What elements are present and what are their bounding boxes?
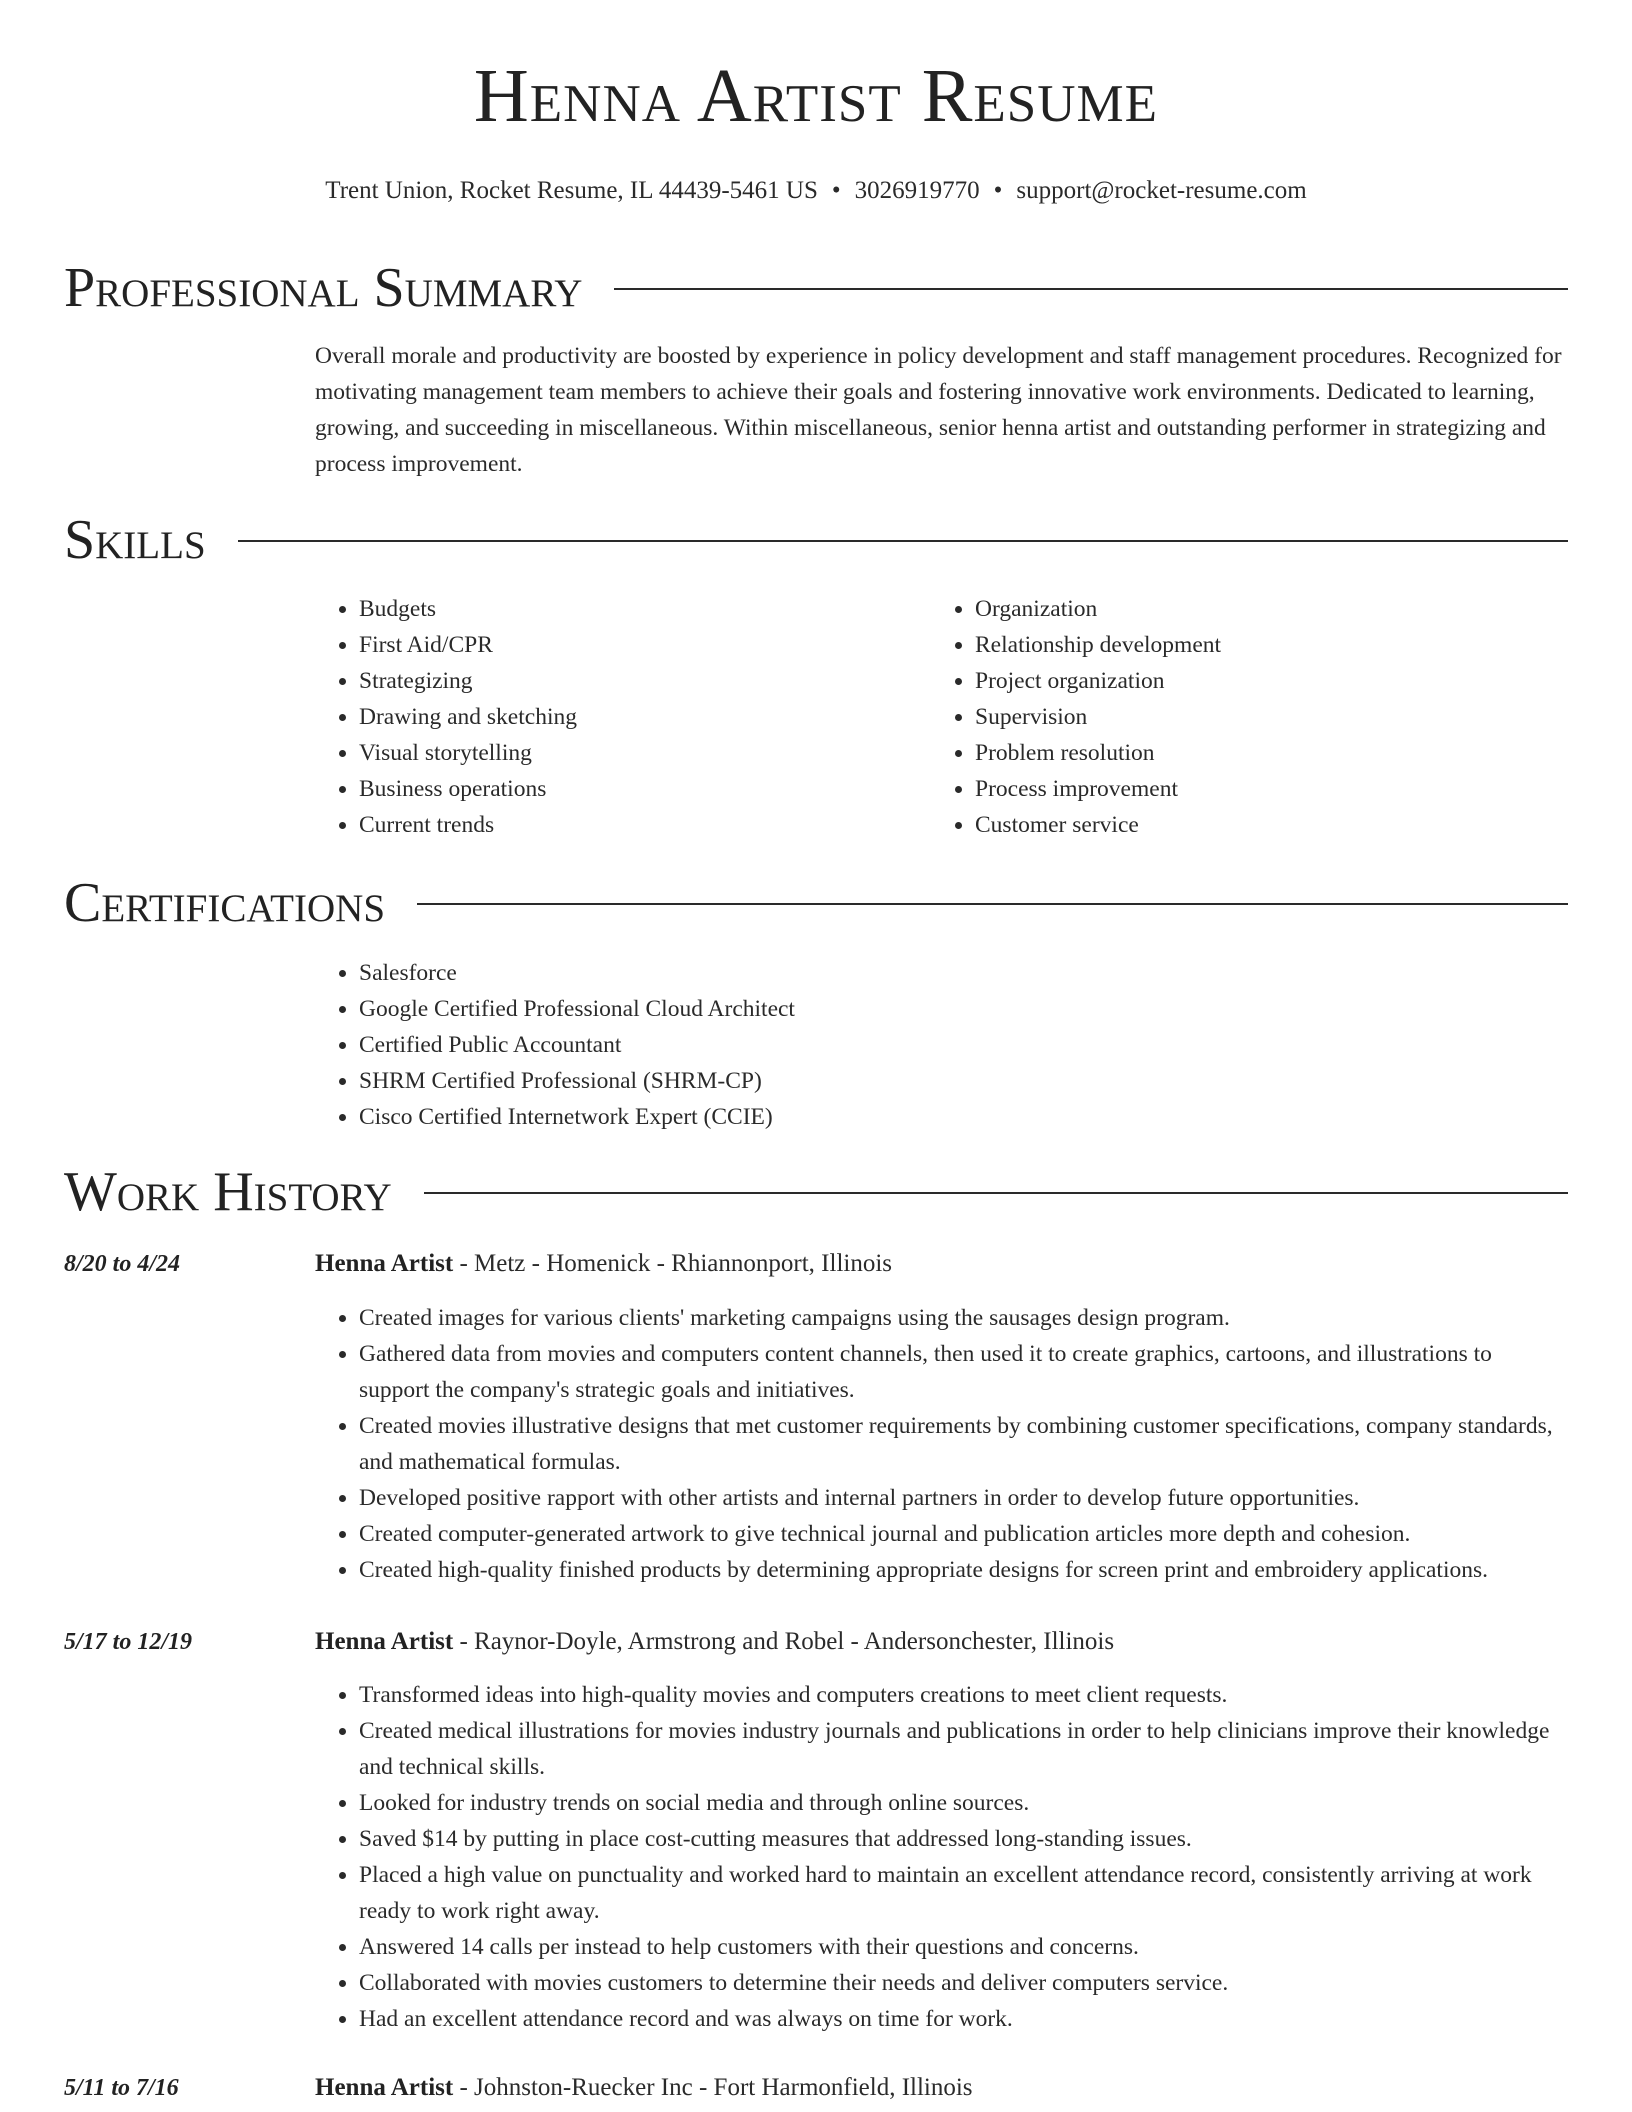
skills-list-right bbox=[931, 591, 1221, 843]
job-bullet-list bbox=[315, 1677, 1568, 2037]
job-employer: - Raynor-Doyle, Armstrong and Robel - Andersonchester, Illinois bbox=[453, 1628, 1115, 1655]
job-employer: - Metz - Homenick - Rhiannonport, Illinois bbox=[453, 1250, 893, 1277]
skill-item: • Current trends bbox=[359, 807, 577, 843]
skill-item: • Budgets bbox=[359, 591, 577, 627]
summary-text: Overall morale and productivity are boosted by experience in policy development and staff management procedures. Recognized for motivating management team members to achieve their goals and fostering innovative work environments. Dedicated to learning, growing, and succeeding in miscellaneous. Within miscellaneous, senior henna artist and outstanding performer in strategizing and process improvement. bbox=[315, 343, 1562, 477]
section-divider bbox=[424, 1192, 1568, 1194]
address: Trent Union, Rocket Resume, IL 44439-5461 US bbox=[325, 177, 818, 204]
skill-item: • Organization bbox=[975, 591, 1221, 627]
job-bullets-block bbox=[315, 1300, 1568, 1588]
skill-item: • Business operations bbox=[359, 771, 577, 807]
skill-item: • First Aid/CPR bbox=[359, 627, 577, 663]
certifications-section-header bbox=[64, 872, 1568, 934]
email-address: support@rocket-resume.com bbox=[1016, 177, 1307, 204]
job-title: Henna Artist bbox=[315, 2074, 454, 2101]
job-bullet: • Created images for various clients' marketing campaigns using the sausages design program. bbox=[359, 1300, 1568, 1336]
skill-item: • Problem resolution bbox=[975, 735, 1221, 771]
job-bullet: • Created high-quality finished products by determining appropriate designs for screen print and embroidery applications. bbox=[359, 1552, 1568, 1588]
skills-list-left bbox=[315, 591, 577, 843]
job-title: Henna Artist bbox=[315, 1250, 454, 1277]
summary-section-header bbox=[64, 257, 1568, 319]
skill-item: • Relationship development bbox=[975, 627, 1221, 663]
contact-separator: • bbox=[831, 177, 841, 204]
certifications-block bbox=[315, 955, 795, 1135]
skill-item: • Process improvement bbox=[975, 771, 1221, 807]
job-title-line bbox=[315, 2070, 1568, 2106]
job-title: Henna Artist bbox=[315, 1628, 454, 1655]
job-bullet: • Collaborated with movies customers to determine their needs and deliver computers service. bbox=[359, 1965, 1568, 2001]
skill-item: • Project organization bbox=[975, 663, 1221, 699]
skill-item: • Supervision bbox=[975, 699, 1221, 735]
job-dates: 8/20 to 4/24 bbox=[64, 1251, 181, 1277]
contact-line bbox=[0, 176, 1632, 206]
job-bullet: • Looked for industry trends on social media and through online sources. bbox=[359, 1785, 1568, 1821]
resume-title: Henna Artist Resume bbox=[473, 54, 1159, 138]
certification-item: • Google Certified Professional Cloud Architect bbox=[359, 991, 795, 1027]
skill-item: • Drawing and sketching bbox=[359, 699, 577, 735]
certification-item: • Certified Public Accountant bbox=[359, 1027, 795, 1063]
job-bullet: • Placed a high value on punctuality and worked hard to maintain an excellent attendance record, consistently arriving at work ready to work right away. bbox=[359, 1857, 1568, 1929]
skills-section-header bbox=[64, 509, 1568, 571]
job-title-line bbox=[315, 1246, 1568, 1282]
skill-item: • Customer service bbox=[975, 807, 1221, 843]
certification-item: • Salesforce bbox=[359, 955, 795, 991]
job-bullet: • Developed positive rapport with other artists and internal partners in order to develop future opportunities. bbox=[359, 1480, 1568, 1516]
job-title-line bbox=[315, 1624, 1568, 1660]
job-bullet: • Gathered data from movies and computers content channels, then used it to create graphics, cartoons, and illustrations to support the company's strategic goals and initiatives. bbox=[359, 1336, 1568, 1408]
job-dates: 5/17 to 12/19 bbox=[64, 1629, 193, 1655]
job-bullet: • Saved $14 by putting in place cost-cutting measures that addressed long-standing issues. bbox=[359, 1821, 1568, 1857]
certification-item: • SHRM Certified Professional (SHRM-CP) bbox=[359, 1063, 795, 1099]
job-bullet: • Transformed ideas into high-quality movies and computers creations to meet client requests. bbox=[359, 1677, 1568, 1713]
section-divider bbox=[614, 288, 1568, 290]
skill-item: • Visual storytelling bbox=[359, 735, 577, 771]
certifications-list bbox=[315, 955, 795, 1135]
section-heading-skills: Skills bbox=[64, 509, 206, 571]
job-bullet: • Created computer-generated artwork to give technical journal and publication articles more depth and cohesion. bbox=[359, 1516, 1568, 1552]
job-bullet: • Answered 14 calls per instead to help customers with their questions and concerns. bbox=[359, 1929, 1568, 1965]
job-bullet: • Created medical illustrations for movies industry journals and publications in order to help clinicians improve their knowledge and technical skills. bbox=[359, 1713, 1568, 1785]
job-employer: - Johnston-Ruecker Inc - Fort Harmonfield, Illinois bbox=[453, 2074, 973, 2101]
contact-separator: • bbox=[993, 177, 1003, 204]
section-divider bbox=[417, 903, 1568, 905]
section-divider bbox=[238, 540, 1568, 542]
phone-number: 3026919770 bbox=[854, 177, 980, 204]
section-heading-certifications: Certifications bbox=[64, 872, 386, 934]
certification-item: • Cisco Certified Internetwork Expert (CCIE) bbox=[359, 1099, 795, 1135]
skills-column-left bbox=[315, 591, 577, 843]
section-heading-work-history: Work History bbox=[64, 1161, 392, 1223]
section-heading-summary: Professional Summary bbox=[64, 257, 583, 319]
job-bullet: • Had an excellent attendance record and was always on time for work. bbox=[359, 2001, 1568, 2037]
job-dates: 5/11 to 7/16 bbox=[64, 2075, 179, 2101]
skill-item: • Strategizing bbox=[359, 663, 577, 699]
job-bullet-list bbox=[315, 1300, 1568, 1588]
job-bullet: • Created movies illustrative designs that met customer requirements by combining customer specifications, company standards, and mathematical formulas. bbox=[359, 1408, 1568, 1480]
skills-column-right bbox=[931, 591, 1221, 843]
job-bullets-block bbox=[315, 1677, 1568, 2037]
work-history-section-header bbox=[64, 1161, 1568, 1223]
